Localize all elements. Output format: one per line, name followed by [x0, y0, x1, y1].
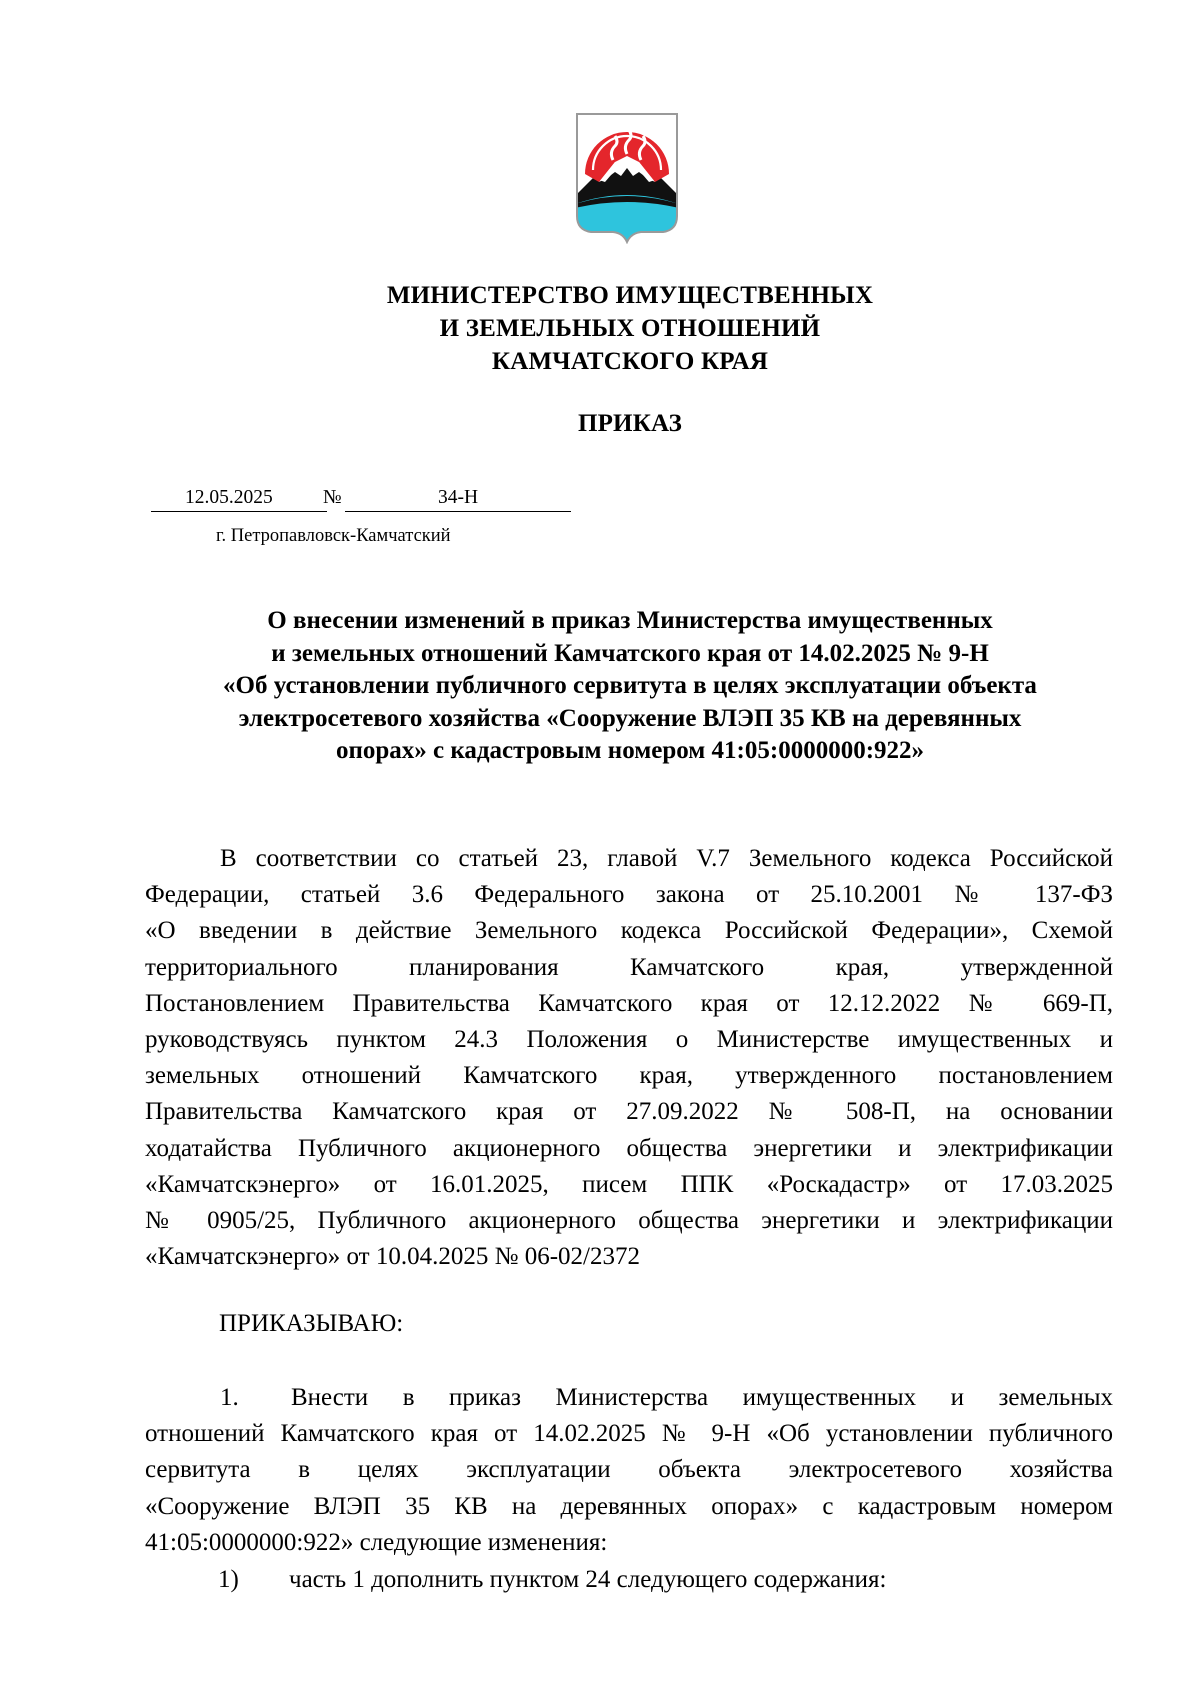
number-sign: №	[323, 487, 342, 508]
kamchatka-coat-of-arms-icon	[575, 112, 679, 244]
item-line	[145, 1380, 1113, 1416]
order-item-1	[145, 1380, 1113, 1561]
number-underline	[345, 511, 571, 512]
preamble-line: Правительства Камчатского края от 27.09.2022 № 508-П, на основании	[145, 1098, 1113, 1126]
preamble-line: территориального планирования Камчатского края, утвержденной	[145, 953, 1113, 981]
preamble-line: «Камчатскэнерго» от 16.01.2025, писем ППК «Роскадастр» от 17.03.2025	[145, 1170, 1113, 1198]
ministry-name-line: И ЗЕМЕЛЬНЫХ ОТНОШЕНИЙ	[439, 315, 821, 342]
preamble-line: «О введении в действие Земельного кодекса Российской Федерации», Схемой	[145, 917, 1113, 945]
preamble-line: «Камчатскэнерго» от 10.04.2025 № 06-02/2372	[145, 1243, 640, 1271]
date-underline	[151, 511, 327, 512]
ministry-name-line: КАМЧАТСКОГО КРАЯ	[491, 348, 769, 375]
ministry-name-line: МИНИСТЕРСТВО ИМУЩЕСТВЕННЫХ	[386, 282, 874, 309]
subitem-text: часть 1 дополнить пунктом 24 следующего содержания:	[289, 1566, 887, 1593]
subject-line: электросетевого хозяйства «Сооружение ВЛЭП 35 КВ на деревянных	[238, 704, 1022, 732]
order-date: 12.05.2025	[185, 487, 273, 508]
subitem-number: 1)	[218, 1566, 239, 1593]
preamble-paragraph	[145, 841, 1113, 1275]
order-subject	[0, 605, 1200, 768]
subject-line: «Об установлении публичного сервитута в целях эксплуатации объекта	[223, 672, 1037, 699]
order-number: 34-Н	[438, 487, 479, 508]
item-line: отношений Камчатского края от 14.02.2025 № 9-Н «Об установлении публичного	[145, 1420, 1113, 1448]
item-line: сервитута в целях эксплуатации объекта электросетевого хозяйства	[145, 1456, 1113, 1484]
order-word: ПРИКАЗЫВАЮ:	[219, 1310, 404, 1337]
item-line: 41:05:0000000:922» следующие изменения:	[145, 1528, 608, 1556]
preamble-line: Постановлением Правительства Камчатского края от 12.12.2022 № 669-П,	[145, 989, 1113, 1017]
preamble-line: В соответствии со статьей 23, главой V.7 Земельного кодекса Российской	[220, 845, 1113, 872]
item-number: 1.	[220, 1384, 239, 1411]
subitem-1	[218, 1562, 886, 1598]
issue-city: г. Петропавловск-Камчатский	[216, 526, 451, 546]
preamble-line: № 0905/25, Публичного акционерного общества энергетики и электрификации	[145, 1207, 1113, 1235]
subject-line: опорах» с кадастровым номером 41:05:0000000:922»	[335, 737, 925, 764]
preamble-line: ходатайства Публичного акционерного общества энергетики и электрификации	[145, 1134, 1113, 1162]
subject-line: О внесении изменений в приказ Министерства имущественных	[267, 607, 993, 634]
item-line-text: Внести в приказ Министерства имущественных и земельных	[291, 1384, 1113, 1411]
preamble-line: руководствуясь пунктом 24.3 Положения о Министерстве имущественных и	[145, 1026, 1113, 1054]
document-type-title: ПРИКАЗ	[577, 410, 683, 437]
item-line: «Сооружение ВЛЭП 35 КВ на деревянных опорах» с кадастровым номером	[145, 1492, 1113, 1520]
preamble-line: земельных отношений Камчатского края, утвержденного постановлением	[145, 1062, 1113, 1090]
ministry-name	[0, 279, 1200, 378]
subject-line: и земельных отношений Камчатского края от 14.02.2025 № 9-Н	[271, 639, 989, 667]
preamble-line: Федерации, статьей 3.6 Федерального закона от 25.10.2001 № 137-ФЗ	[145, 881, 1113, 909]
